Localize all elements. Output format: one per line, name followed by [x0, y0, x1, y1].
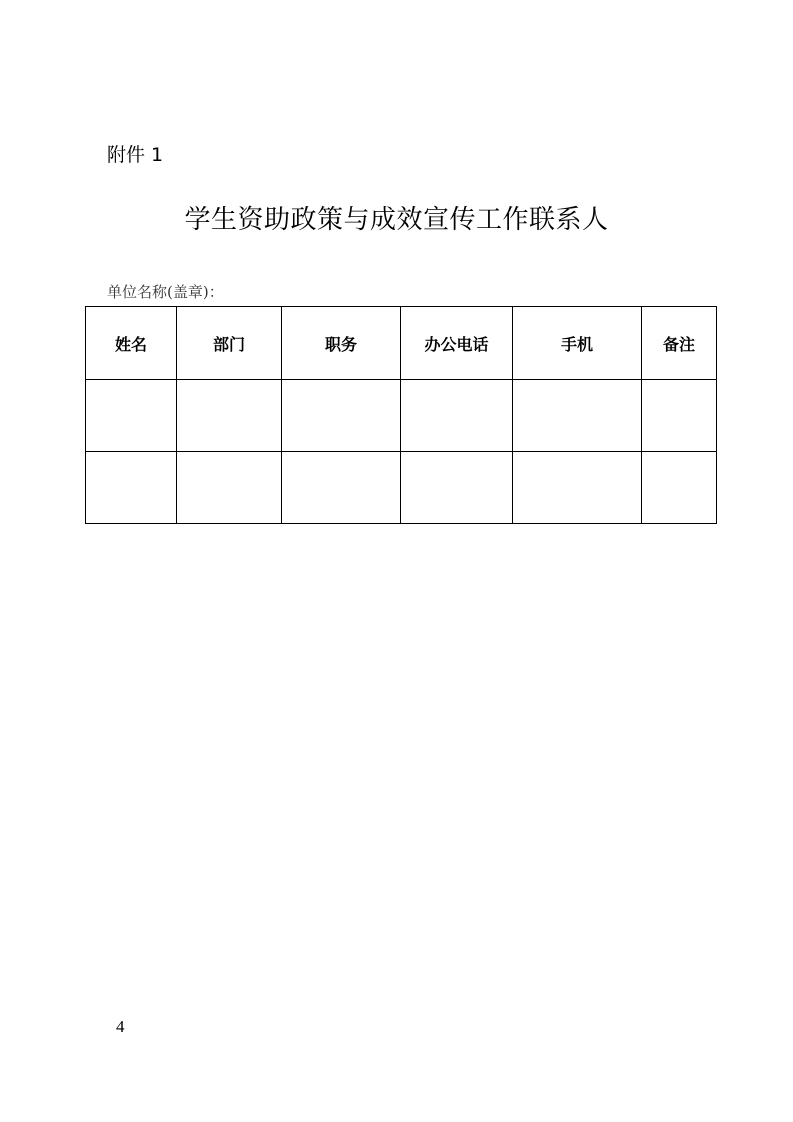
table-cell-department[interactable]	[177, 452, 282, 524]
table-cell-position[interactable]	[282, 380, 401, 452]
column-header-name: 姓名	[86, 307, 177, 380]
table-cell-department[interactable]	[177, 380, 282, 452]
table-cell-remarks[interactable]	[642, 452, 717, 524]
column-header-position: 职务	[282, 307, 401, 380]
table-header-row	[86, 307, 717, 380]
table-cell-mobile[interactable]	[513, 452, 642, 524]
table-cell-office-phone[interactable]	[401, 452, 513, 524]
attachment-label: 附件 1	[107, 144, 164, 166]
table-cell-name[interactable]	[86, 380, 177, 452]
column-header-remarks: 备注	[642, 307, 717, 380]
table-cell-position[interactable]	[282, 452, 401, 524]
table-row	[86, 380, 717, 452]
table-cell-name[interactable]	[86, 452, 177, 524]
table-cell-remarks[interactable]	[642, 380, 717, 452]
page-number: 4	[116, 1017, 125, 1036]
table-cell-office-phone[interactable]	[401, 380, 513, 452]
unit-name-label: 单位名称(盖章)：	[107, 283, 224, 301]
table-cell-mobile[interactable]	[513, 380, 642, 452]
table-row	[86, 452, 717, 524]
column-header-department: 部门	[177, 307, 282, 380]
contact-table	[85, 306, 717, 524]
page-title: 学生资助政策与成效宣传工作联系人	[184, 205, 609, 235]
column-header-office-phone: 办公电话	[401, 307, 513, 380]
column-header-mobile: 手机	[513, 307, 642, 380]
